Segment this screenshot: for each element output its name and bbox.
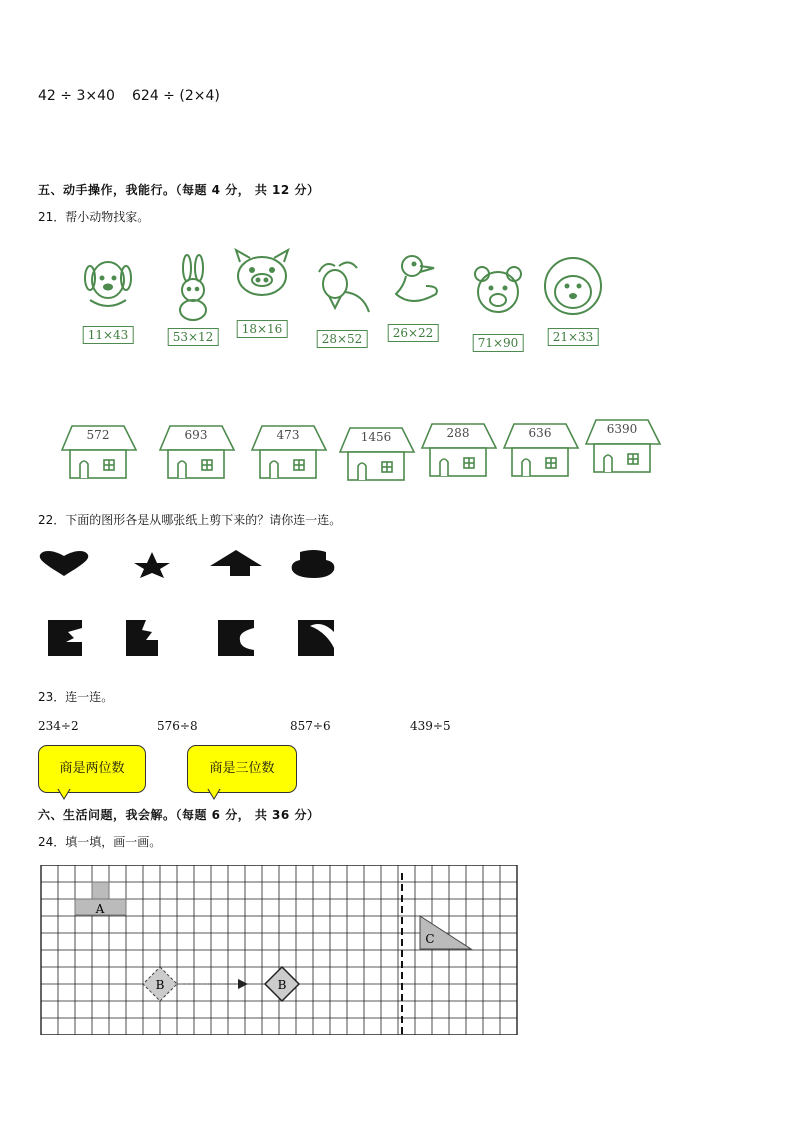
goat-icon xyxy=(305,256,379,326)
q22-prompt: 22．下面的图形各是从哪张纸上剪下来的？请你连一连。 xyxy=(38,513,342,527)
animal-bear[interactable] xyxy=(462,260,534,360)
house-6[interactable] xyxy=(500,418,580,480)
animal-label: 21×33 xyxy=(548,328,599,346)
house-number: 473 xyxy=(276,428,300,442)
division-expression[interactable]: 576÷8 xyxy=(157,719,198,733)
house-number: 288 xyxy=(446,426,470,440)
grid-lines xyxy=(41,865,517,1035)
shape-label: B xyxy=(155,978,165,992)
shape-label: B xyxy=(277,978,287,992)
section-6-title: 六、生活问题，我会解。（每题 6 分， 共 36 分） xyxy=(38,808,320,822)
hat-icon[interactable] xyxy=(292,550,335,578)
duck-icon xyxy=(376,250,450,320)
animal-label: 53×12 xyxy=(168,328,219,346)
paper-cut-4[interactable] xyxy=(298,620,334,656)
house-number: 6390 xyxy=(606,422,638,436)
cutout-shapes-row xyxy=(38,548,338,580)
expression-2: 624 ÷ (2×4) xyxy=(132,88,220,104)
heart-icon[interactable] xyxy=(40,551,89,576)
division-expression[interactable]: 439÷5 xyxy=(410,719,451,733)
animal-label: 18×16 xyxy=(237,320,288,338)
house-5[interactable] xyxy=(418,418,498,480)
bear-icon xyxy=(462,260,534,330)
house-number: 636 xyxy=(528,426,552,440)
house-number: 693 xyxy=(184,428,208,442)
animal-pig[interactable] xyxy=(226,246,298,346)
shape-b-dashed[interactable] xyxy=(143,967,177,1001)
q23-prompt: 23．连一连。 xyxy=(38,690,114,704)
animal-dog[interactable] xyxy=(72,252,144,352)
house-number: 1456 xyxy=(360,430,392,444)
animal-label: 11×43 xyxy=(83,326,134,344)
animal-rabbit[interactable] xyxy=(157,254,229,354)
animal-goat[interactable] xyxy=(305,256,379,356)
animal-label: 71×90 xyxy=(473,334,524,352)
answer-bubble-three-digit[interactable] xyxy=(187,745,297,793)
animal-monkey[interactable] xyxy=(537,254,609,354)
house-2[interactable] xyxy=(156,420,236,482)
shape-c[interactable] xyxy=(420,916,471,949)
bubble-tail xyxy=(56,789,76,801)
division-expression[interactable]: 234÷2 xyxy=(38,719,79,733)
animal-label: 28×52 xyxy=(317,330,368,348)
animal-duck[interactable] xyxy=(376,250,450,350)
tree-icon[interactable] xyxy=(210,550,262,576)
division-expression[interactable]: 857÷6 xyxy=(290,719,331,733)
shape-b[interactable] xyxy=(265,967,299,1001)
house-7[interactable] xyxy=(582,414,662,476)
section-5-title: 五、动手操作，我能行。（每题 4 分， 共 12 分） xyxy=(38,183,320,197)
paper-row xyxy=(44,618,344,658)
bubble-tail xyxy=(206,789,226,801)
house-number: 572 xyxy=(86,428,110,442)
paper-cut-2[interactable] xyxy=(126,620,158,656)
rabbit-icon xyxy=(157,254,229,324)
shape-label: C xyxy=(425,932,435,946)
shape-label: A xyxy=(95,902,105,916)
monkey-icon xyxy=(537,254,609,324)
paper-cut-1[interactable] xyxy=(48,620,82,656)
house-4[interactable] xyxy=(336,422,416,484)
house-3[interactable] xyxy=(248,420,328,482)
house-1[interactable] xyxy=(58,420,138,482)
bubble-label: 商是三位数 xyxy=(209,761,275,776)
q21-prompt: 21．帮小动物找家。 xyxy=(38,210,150,224)
animal-label: 26×22 xyxy=(388,324,439,342)
dog-icon xyxy=(72,252,144,322)
paper-cut-3[interactable] xyxy=(218,620,254,656)
q24-prompt: 24．填一填，画一画。 xyxy=(38,835,162,849)
answer-bubble-two-digit[interactable] xyxy=(38,745,146,793)
square-grid xyxy=(40,865,526,1035)
pig-icon xyxy=(226,246,298,316)
bubble-label: 商是两位数 xyxy=(59,761,125,776)
shape-a[interactable] xyxy=(75,882,126,916)
expression-1: 42 ÷ 3×40 xyxy=(38,88,115,104)
star-icon[interactable] xyxy=(134,552,170,578)
